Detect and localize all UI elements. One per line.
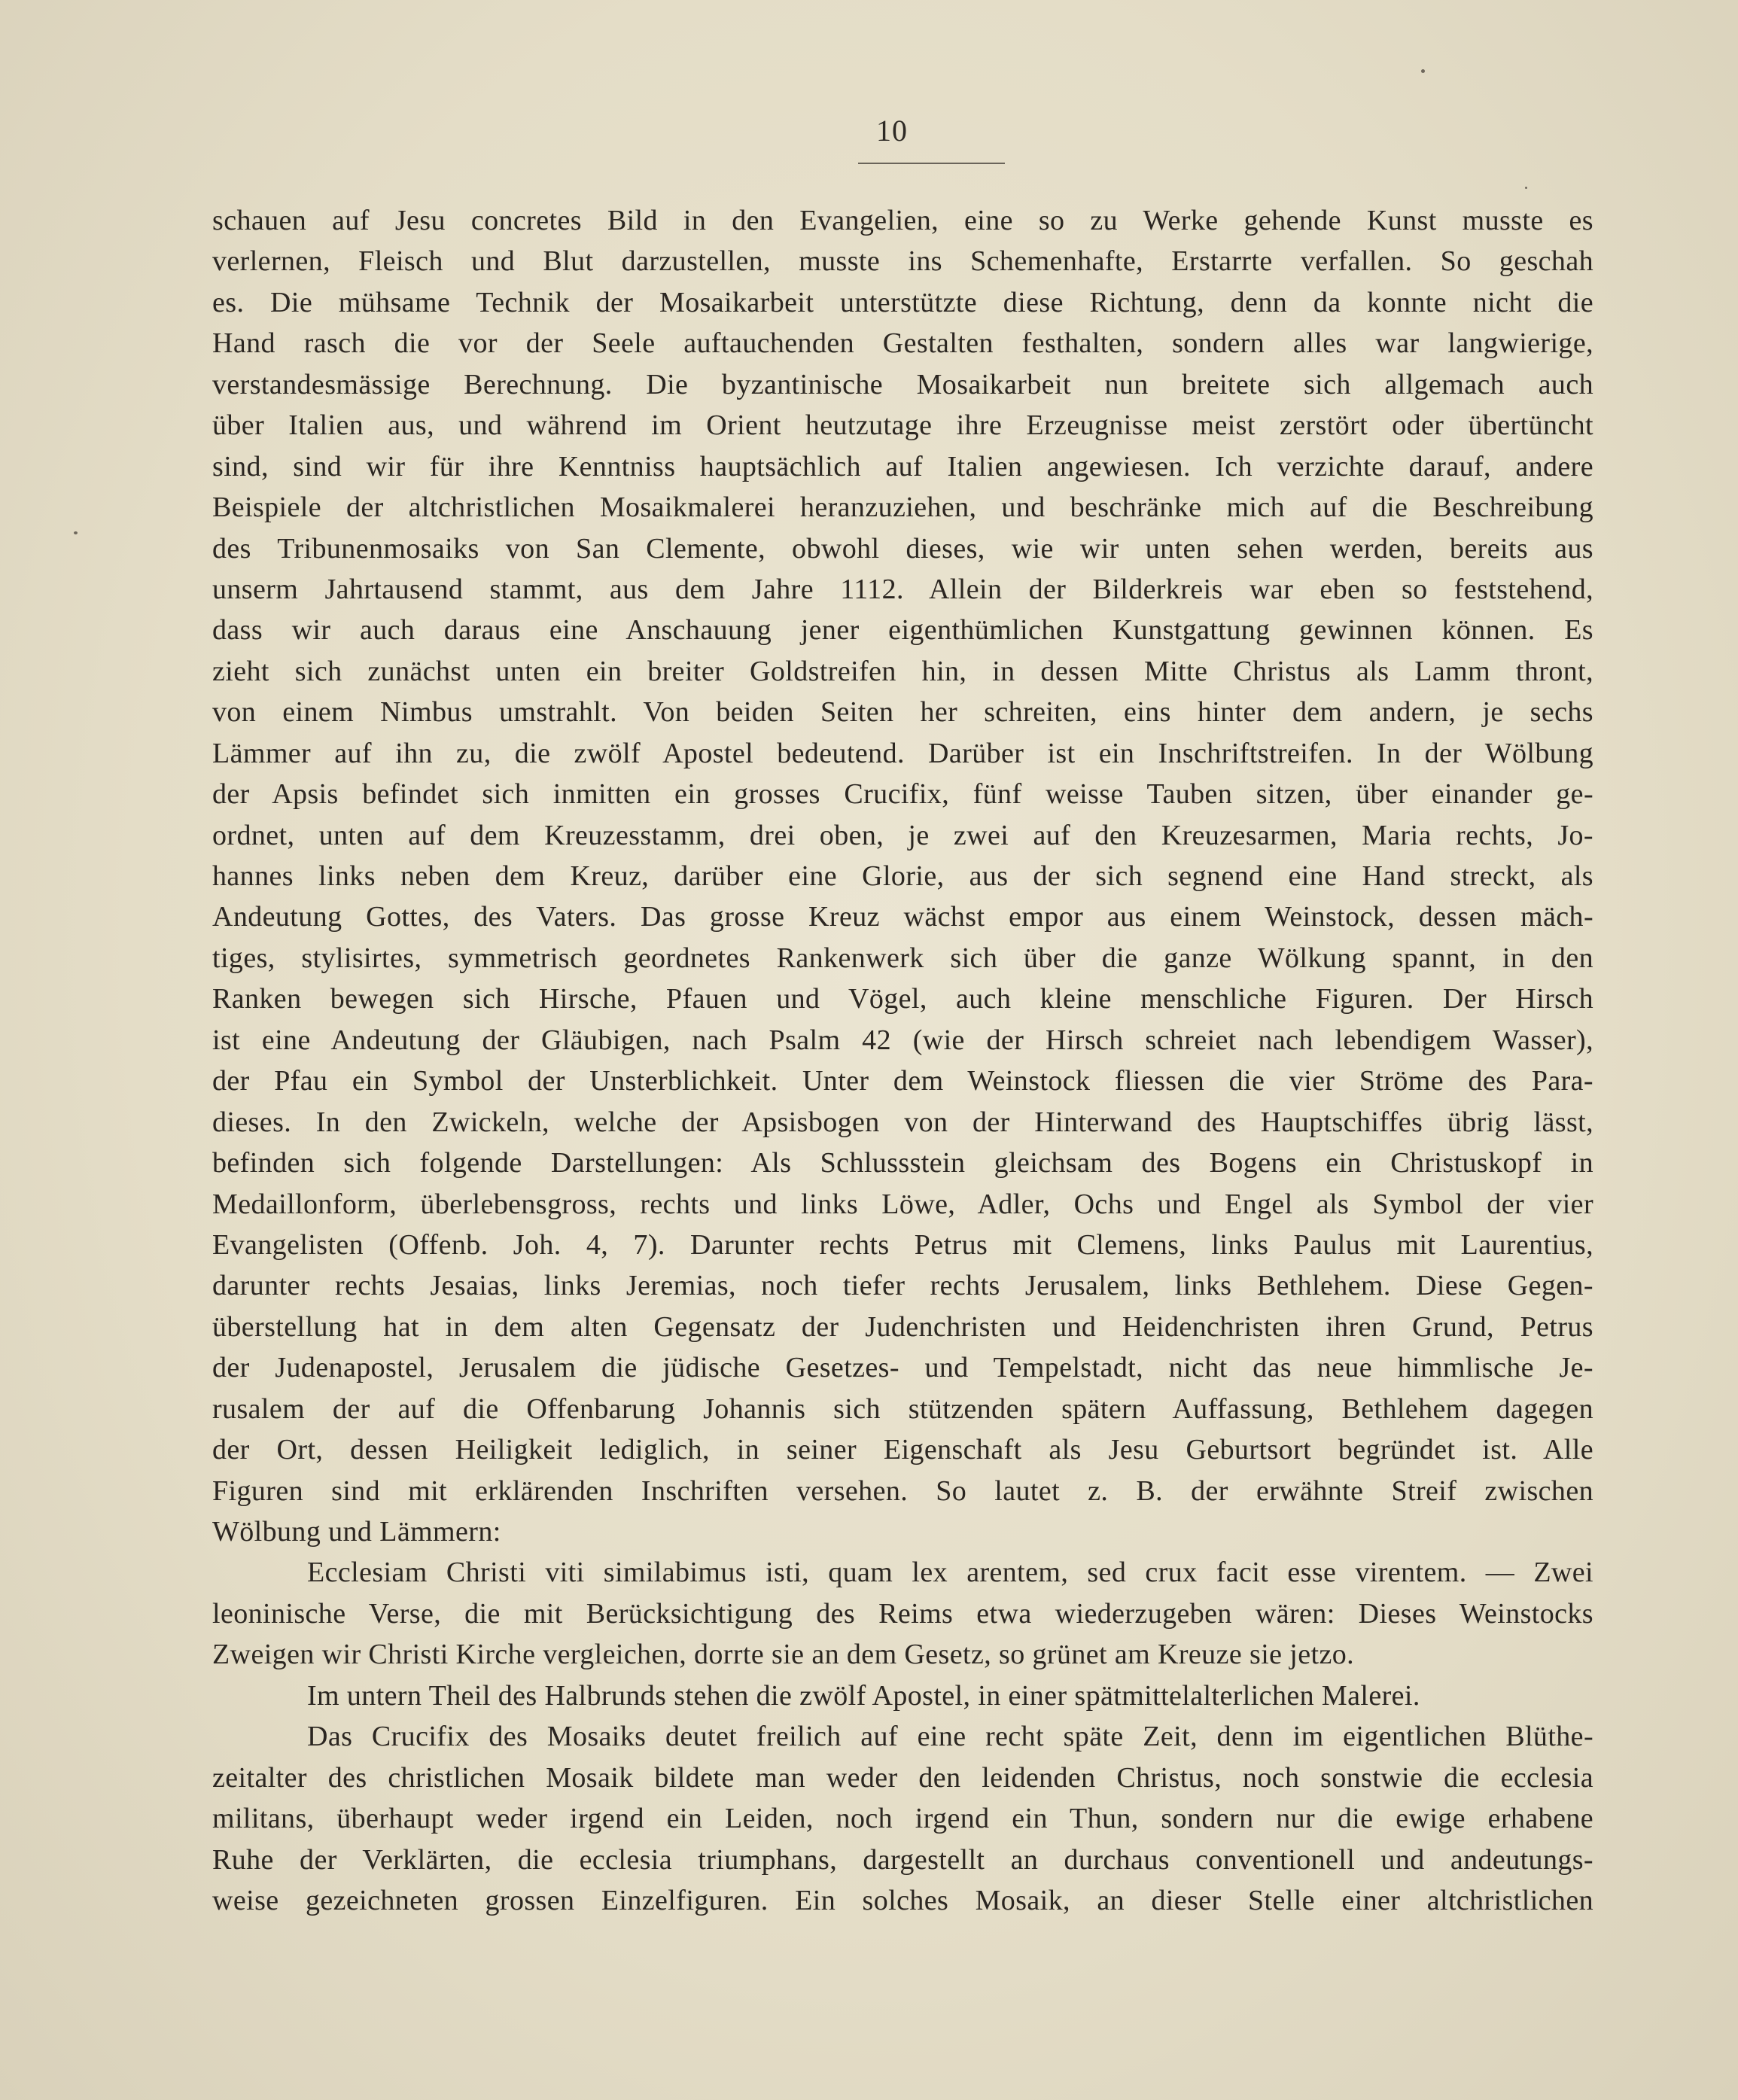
- text-line: der Ort, dessen Heiligkeit lediglich, in seiner Eigenschaft als Jesu Geburtsort begründet ist. Alle: [212, 1434, 1593, 1466]
- paper-speck: [1421, 69, 1425, 73]
- text-line: Lämmer auf ihn zu, die zwölf Apostel bedeutend. Darüber ist ein Inschriftstreifen. In der Wölbung: [212, 737, 1593, 769]
- text-line: überstellung hat in dem alten Gegensatz der Judenchristen und Heidenchristen ihren Grund, Petrus: [212, 1310, 1593, 1343]
- text-line: militans, überhaupt weder irgend ein Leiden, noch irgend ein Thun, sondern nur die ewige erhabene: [212, 1803, 1593, 1835]
- text-line: über Italien aus, und während im Orient heutzutage ihre Erzeugnisse meist zerstört oder übertüncht: [212, 409, 1593, 442]
- text-line: dass wir auch daraus eine Anschauung jener eigenthümlichen Kunstgattung gewinnen können. Es: [212, 614, 1593, 647]
- text-line: Medaillonform, überlebensgross, rechts und links Löwe, Adler, Ochs und Engel als Symbol der vier: [212, 1188, 1593, 1220]
- text-line: der Judenapostel, Jerusalem die jüdische Gesetzes- und Tempelstadt, nicht das neue himmlische Je-: [212, 1352, 1593, 1384]
- text-line: zeitalter des christlichen Mosaik bildete man weder den leidenden Christus, noch sonstwie die ecclesia: [212, 1761, 1593, 1794]
- text-line: dieses. In den Zwickeln, welche der Apsisbogen von der Hinterwand des Hauptschiffes übrig lässt,: [212, 1106, 1593, 1138]
- text-line: der Pfau ein Symbol der Unsterblichkeit. Unter dem Weinstock fliessen die vier Ströme des Para-: [212, 1065, 1593, 1097]
- text-line: ordnet, unten auf dem Kreuzesstamm, drei oben, je zwei auf den Kreuzesarmen, Maria rechts, Jo-: [212, 819, 1593, 851]
- text-line: des Tribunenmosaiks von San Clemente, obwohl dieses, wie wir unten sehen werden, bereits aus: [212, 532, 1593, 565]
- text-line: sind, sind wir für ihre Kenntniss hauptsächlich auf Italien angewiesen. Ich verzichte darauf, andere: [212, 450, 1593, 482]
- text-line: schauen auf Jesu concretes Bild in den Evangelien, eine so zu Werke gehende Kunst musste es: [212, 205, 1593, 236]
- text-line: hannes links neben dem Kreuz, darüber eine Glorie, aus der sich segnend eine Hand streckt, als: [212, 860, 1593, 892]
- text-line: Wölbung und Lämmern:: [212, 1516, 501, 1548]
- text-line: Andeutung Gottes, des Vaters. Das grosse Kreuz wächst empor aus einem Weinstock, dessen mäch-: [212, 901, 1593, 933]
- text-line: befinden sich folgende Darstellungen: Als Schlussstein gleichsam des Bogens ein Christuskopf in: [212, 1147, 1593, 1179]
- text-line: verlernen, Fleisch und Blut darzustellen, musste ins Schemenhafte, Erstarrte verfallen. So geschah: [212, 245, 1593, 278]
- text-line: Das Crucifix des Mosaiks deutet freilich auf eine recht späte Zeit, denn im eigentlichen Blüthe-: [307, 1721, 1593, 1753]
- text-line: Evangelisten (Offenb. Joh. 4, 7). Darunter rechts Petrus mit Clemens, links Paulus mit Laurentius,: [212, 1228, 1593, 1261]
- text-line: unserm Jahrtausend stammt, aus dem Jahre 1112. Allein der Bilderkreis war eben so feststehend,: [212, 573, 1593, 605]
- text-line: Beispiele der altchristlichen Mosaikmalerei heranzuziehen, und beschränke mich auf die Beschreibung: [212, 492, 1593, 524]
- page-number: 10: [876, 114, 908, 148]
- text-line: Im untern Theil des Halbrunds stehen die zwölf Apostel, in einer spätmittelalterlichen Malerei.: [307, 1679, 1420, 1712]
- text-line: verstandesmässige Berechnung. Die byzantinische Mosaikarbeit nun breitete sich allgemach auch: [212, 368, 1593, 400]
- text-line: Ruhe der Verklärten, die ecclesia triumphans, dargestellt an durchaus conventionell und andeutungs-: [212, 1843, 1593, 1876]
- text-line: weise gezeichneten grossen Einzelfiguren. Ein solches Mosaik, an dieser Stelle einer altchristlichen: [212, 1884, 1593, 1916]
- text-line: der Apsis befindet sich inmitten ein grosses Crucifix, fünf weisse Tauben sitzen, über einander ge-: [212, 778, 1593, 811]
- text-line: leoninische Verse, die mit Berücksichtigung des Reims etwa wiederzugeben wären: Dieses Weinstocks: [212, 1597, 1593, 1630]
- text-line: es. Die mühsame Technik der Mosaikarbeit unterstützte diese Richtung, denn da konnte nicht die: [212, 286, 1593, 318]
- text-line: Ranken bewegen sich Hirsche, Pfauen und Vögel, auch kleine menschliche Figuren. Der Hirsch: [212, 983, 1593, 1015]
- text-line: Figuren sind mit erklärenden Inschriften versehen. So lautet z. B. der erwähnte Streif zwischen: [212, 1475, 1593, 1507]
- paper-speck: [1525, 187, 1527, 189]
- text-line: darunter rechts Jesaias, links Jeremias, noch tiefer rechts Jerusalem, links Bethlehem. Diese Gegen-: [212, 1270, 1593, 1302]
- text-line: von einem Nimbus umstrahlt. Von beiden Seiten her schreiten, eins hinter dem andern, je sechs: [212, 696, 1593, 729]
- paper-speck: [74, 531, 78, 534]
- text-line: Hand rasch die vor der Seele auftauchenden Gestalten festhalten, sondern alles war langwierige,: [212, 327, 1593, 360]
- text-line: rusalem der auf die Offenbarung Johannis sich stützenden spätern Auffassung, Bethlehem dagegen: [212, 1392, 1593, 1425]
- text-line: ist eine Andeutung der Gläubigen, nach Psalm 42 (wie der Hirsch schreiet nach lebendigem Wasser),: [212, 1024, 1593, 1056]
- body-text: [212, 200, 1593, 1921]
- text-line: Ecclesiam Christi viti similabimus isti, quam lex arentem, sed crux facit esse virentem. — Zwei: [307, 1557, 1593, 1589]
- text-line: Zweigen wir Christi Kirche vergleichen, dorrte sie an dem Gesetz, so grünet am Kreuze sie jetzo.: [212, 1639, 1355, 1671]
- text-line: zieht sich zunächst unten ein breiter Goldstreifen hin, in dessen Mitte Christus als Lamm thront,: [212, 655, 1593, 687]
- header-rule: [858, 163, 1005, 164]
- text-line: tiges, stylisirtes, symmetrisch geordnetes Rankenwerk sich über die ganze Wölkung spannt, in den: [212, 942, 1593, 974]
